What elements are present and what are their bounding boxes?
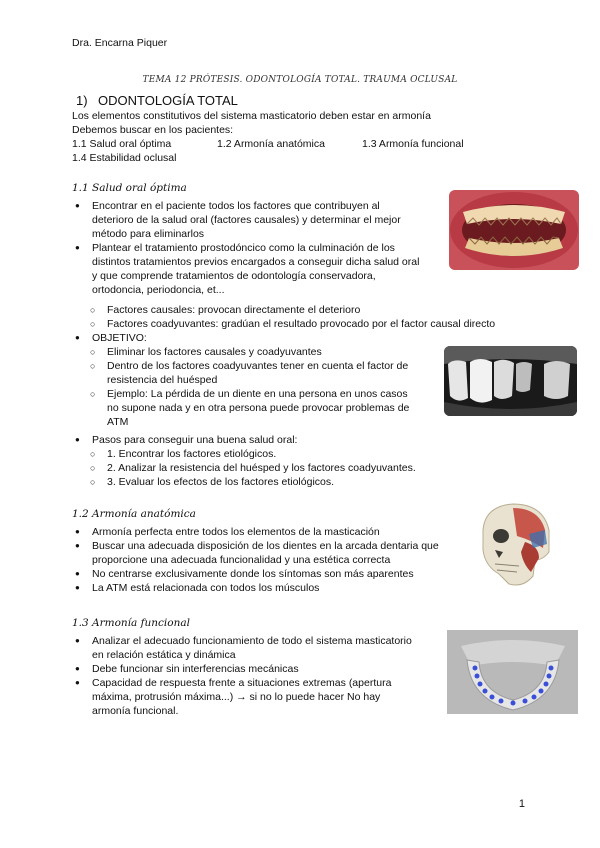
bullet-list: [72, 634, 412, 718]
section-heading: [76, 93, 238, 108]
bullet-list: [72, 433, 297, 447]
section-number: 1): [76, 93, 88, 108]
intro-line-2: Debemos buscar en los pacientes:: [72, 124, 234, 136]
section-title: ODONTOLOGÍA TOTAL: [98, 93, 238, 108]
index-item: 1.1 Salud oral óptima: [72, 138, 172, 150]
list-item: ● Encontrar en el paciente todos los factores que contribuyen al deterioro de la salud oral (factores causales) y determinar el mejor método para eliminarlos: [72, 199, 419, 241]
author-header: Dra. Encarna Piquer: [72, 37, 168, 49]
subsection-title: 1.3 Armonía funcional: [72, 617, 190, 629]
list-item: ● Buscar una adecuada disposición de los dientes en la arcada dentaria que proporcione una adecuada funcionalidad y una estética correcta: [72, 539, 439, 567]
document-title: TEMA 12 PRÓTESIS. ODONTOLOGÍA TOTAL. TRAUMA OCLUSAL: [142, 75, 458, 85]
index-item: 1.2 Armonía anatómica: [217, 138, 325, 150]
list-item: ● No centrarse exclusivamente donde los síntomas son más aparentes: [72, 567, 439, 581]
subsection-title: 1.1 Salud oral óptima: [72, 182, 187, 194]
list-item: ● Analizar el adecuado funcionamiento de todo el sistema masticatorio en relación estática y dinámica: [72, 634, 412, 662]
page-number: 1: [518, 798, 525, 810]
list-item: ● La ATM está relacionada con todos los músculos: [72, 581, 439, 595]
list-item: ○ Eliminar los factores causales y coadyuvantes: [72, 345, 409, 359]
list-item: ○ 3. Evaluar los efectos de los factores etiológicos.: [72, 475, 416, 489]
list-item: ○ Dentro de los factores coadyuvantes tener en cuenta el factor de resistencia del huésped: [72, 359, 409, 387]
list-item: ○ Factores causales: provocan directamente el deterioro: [72, 303, 495, 317]
intro-line-1: Los elementos constitutivos del sistema masticatorio deben estar en armonía: [72, 110, 431, 122]
index-item: 1.3 Armonía funcional: [362, 138, 464, 150]
skull-muscles-illustration: [473, 500, 555, 590]
list-item: ● Pasos para conseguir una buena salud oral:: [72, 433, 297, 447]
dental-arch-3d-render: [447, 630, 578, 714]
worn-teeth-photo: [449, 190, 579, 270]
subsection-title: 1.2 Armonía anatómica: [72, 508, 196, 520]
list-item: ○ 2. Analizar la resistencia del huésped y los factores coadyuvantes.: [72, 461, 416, 475]
sub-bullet-list: [72, 345, 409, 429]
list-item: ○ Factores coadyuvantes: gradúan el resultado provocado por el factor causal directo: [72, 317, 495, 331]
list-item: ● Capacidad de respuesta frente a situaciones extremas (apertura máxima, protrusión máxima...) → si no lo puede hacer No hay armonía funcional.: [72, 676, 412, 718]
sub-bullet-list: [72, 447, 416, 489]
list-item: ○ 1. Encontrar los factores etiológicos.: [72, 447, 416, 461]
list-item: ● Plantear el tratamiento prostodóncico como la culminación de los distintos tratamientos previos encargados a conseguir dicha salud oral y que comprende tratamientos de odontología conservadora, ortodoncia, periodoncia, et...: [72, 241, 419, 297]
list-item: ● Armonía perfecta entre todos los elementos de la masticación: [72, 525, 439, 539]
list-item: ● OBJETIVO:: [72, 331, 147, 345]
index-item: 1.4 Estabilidad oclusal: [72, 152, 177, 164]
missing-tooth-photo: [444, 346, 577, 416]
sub-bullet-list: [72, 303, 495, 331]
list-item: ● Debe funcionar sin interferencias mecánicas: [72, 662, 412, 676]
list-item: ○ Ejemplo: La pérdida de un diente en una persona en unos casos no supone nada y en otra persona puede provocar problemas de ATM: [72, 387, 409, 429]
bullet-list: [72, 331, 147, 345]
bullet-list: [72, 525, 439, 595]
bullet-list: [72, 199, 419, 297]
